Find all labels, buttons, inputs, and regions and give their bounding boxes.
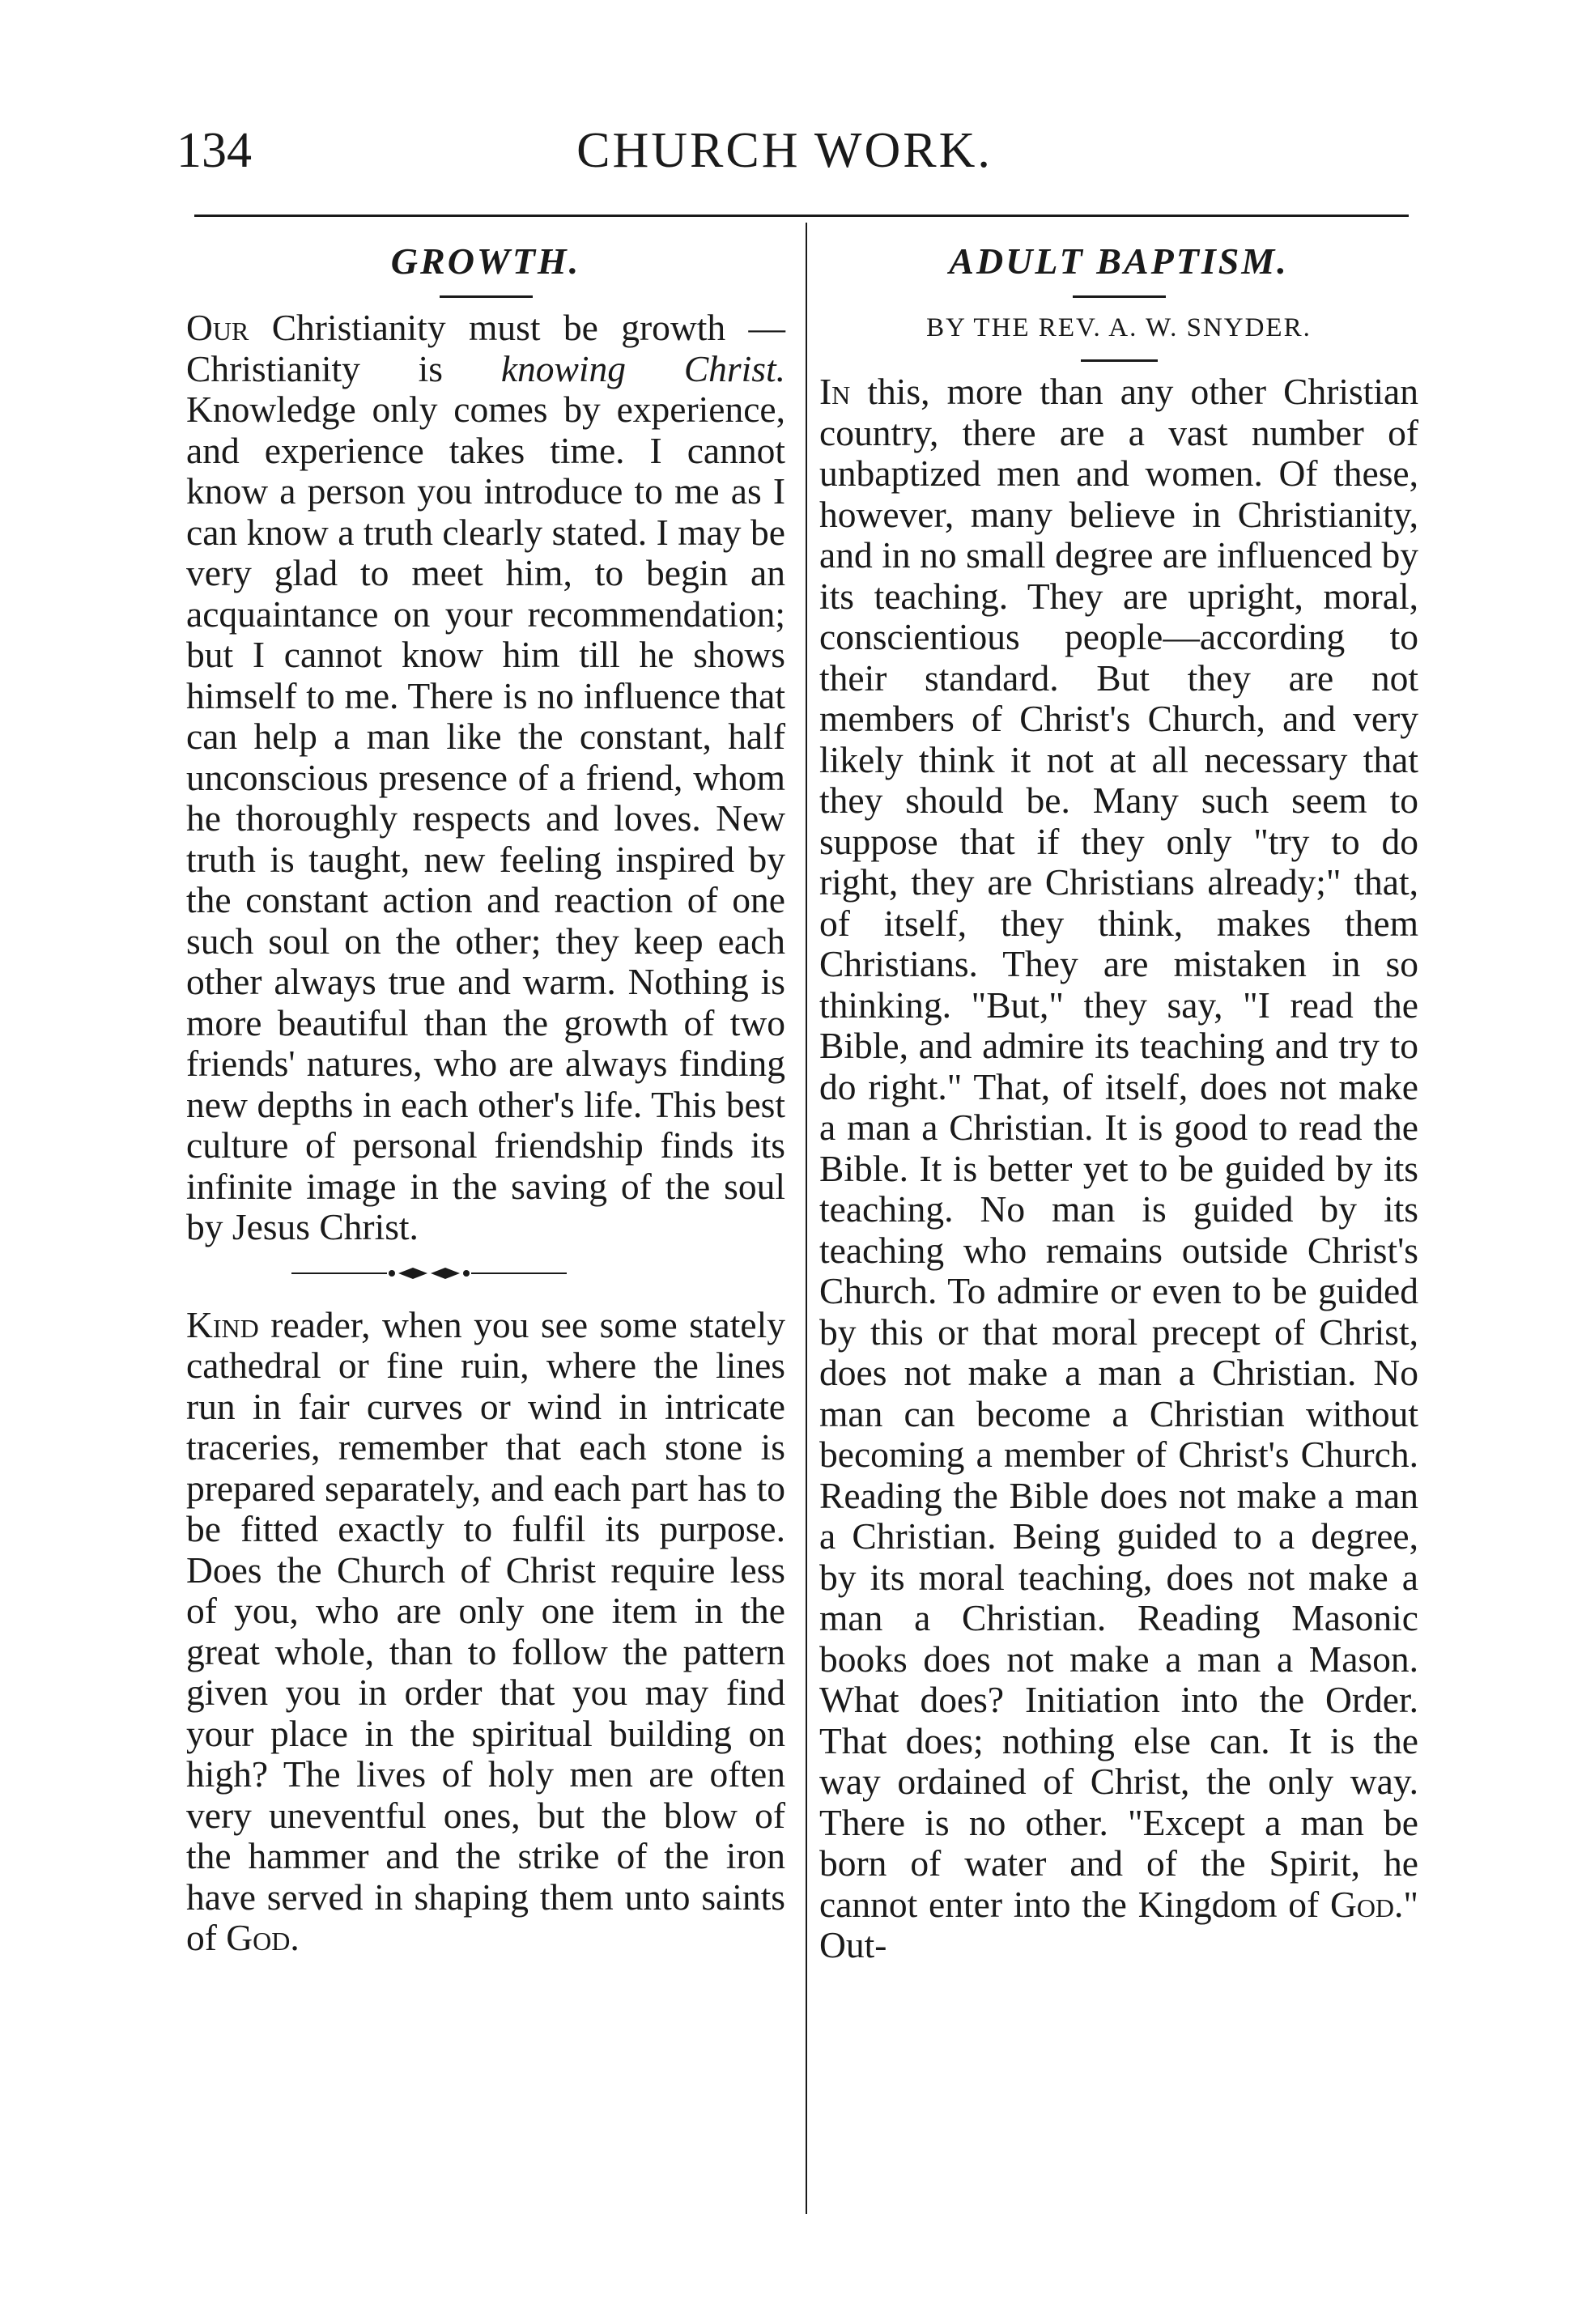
god-word: God <box>226 1917 291 1958</box>
right-column <box>819 239 1418 1966</box>
running-title: CHURCH WORK. <box>576 123 993 178</box>
god-word: God <box>1329 1883 1395 1925</box>
body-text: ." Out- <box>819 1883 1418 1965</box>
article-title-growth: GROWTH. <box>390 240 581 282</box>
title-rule <box>440 295 533 298</box>
body-text: Christianity must be growth —Christianity is <box>186 307 785 389</box>
article-title-adult-baptism: ADULT BAPTISM. <box>949 240 1289 282</box>
body-text: reader, when you see some stately cathedral or fine ruin, where the lines run in fair curves or wind in intricate traceries, remember that each stone is prepared separately, and each part has to be fitted exactly to fulfil its purpose. Does the Church of Christ require less of you, who are only one item in the great whole, than to follow the pattern given you in order that you may find your place in the spiritual building on high? The lives of holy men are often very uneventful ones, but the blow of the hammer and the strike of the iron have served in shaping them unto saints of <box>186 1303 785 1958</box>
lead-word: Kind <box>186 1303 259 1345</box>
header-rule <box>194 215 1409 217</box>
column-divider <box>806 223 807 2214</box>
title-rule <box>1073 295 1166 298</box>
body-text: . <box>290 1917 300 1958</box>
page-number: 134 <box>176 123 252 178</box>
body-text: Knowledge only comes by experience, and experience takes time. I cannot know a person you introduce to me as I can know a truth clearly stated. I may be very glad to meet him, to begin an acquaintance on your recommendation; but I cannot know him till he shows himself to me. There is no influence that can help a man like the constant, half unconscious presence of a friend, whom he thoroughly respects and loves. New truth is taught, new feeling inspired by the constant action and reaction of one such soul on the other; they keep each other always true and warm. Nothing is more beautiful than the growth of two friends' natures, who are always finding new depths in each other's life. This best culture of personal friendship finds its infinite image in the saving of the soul by Jesus Christ. <box>186 389 785 1247</box>
left-column <box>186 239 785 1959</box>
article-body-cathedral <box>186 1305 785 1959</box>
article-body-adult-baptism <box>819 372 1418 1966</box>
emphasis-text: knowing Christ. <box>500 347 785 389</box>
byline-rule <box>1081 359 1158 362</box>
byline: BY THE REV. A. W. SNYDER. <box>926 313 1312 342</box>
ornament-divider <box>186 1253 785 1294</box>
lead-word: Our <box>186 307 249 348</box>
lead-word: In <box>819 371 851 412</box>
body-text: this, more than any other Christian country, there are a vast number of unbaptized men and women. Of these, however, many believe in Christianity, and in no small degree are influenced by its teaching. They are upright, moral, conscientious people—according to their standard. But they are not members of Christ's Church, and very likely think it not at all necessary that they should be. Many such seem to suppose that if they only "try to do right, they are Christians already;" that, of itself, they think, makes them Christians. They are mistaken in so thinking. "But," they say, "I read the Bible, and admire its teaching and try to do right." That, of itself, does not make a man a Christian. It is good to read the Bible. It is better yet to be guided by its teaching. No man is guided by its teaching who remains outside Christ's Church. To admire or even to be guided by this or that moral precept of Christ, does not make a man a Christian. No man can become a Christian without becoming a member of Christ's Church. Reading the Bible does not make a man a Christian. Being guided to a degree, by its moral teaching, does not make a man a Christian. Reading Masonic books does not make a man a Mason. What does? Initiation into the Order. That does; nothing else can. It is the way ordained of Christ, the only way. There is no other. "Except a man be born of water and of the Spirit, he cannot enter into the Kingdom of <box>819 371 1418 1925</box>
article-body-growth <box>186 308 785 1248</box>
